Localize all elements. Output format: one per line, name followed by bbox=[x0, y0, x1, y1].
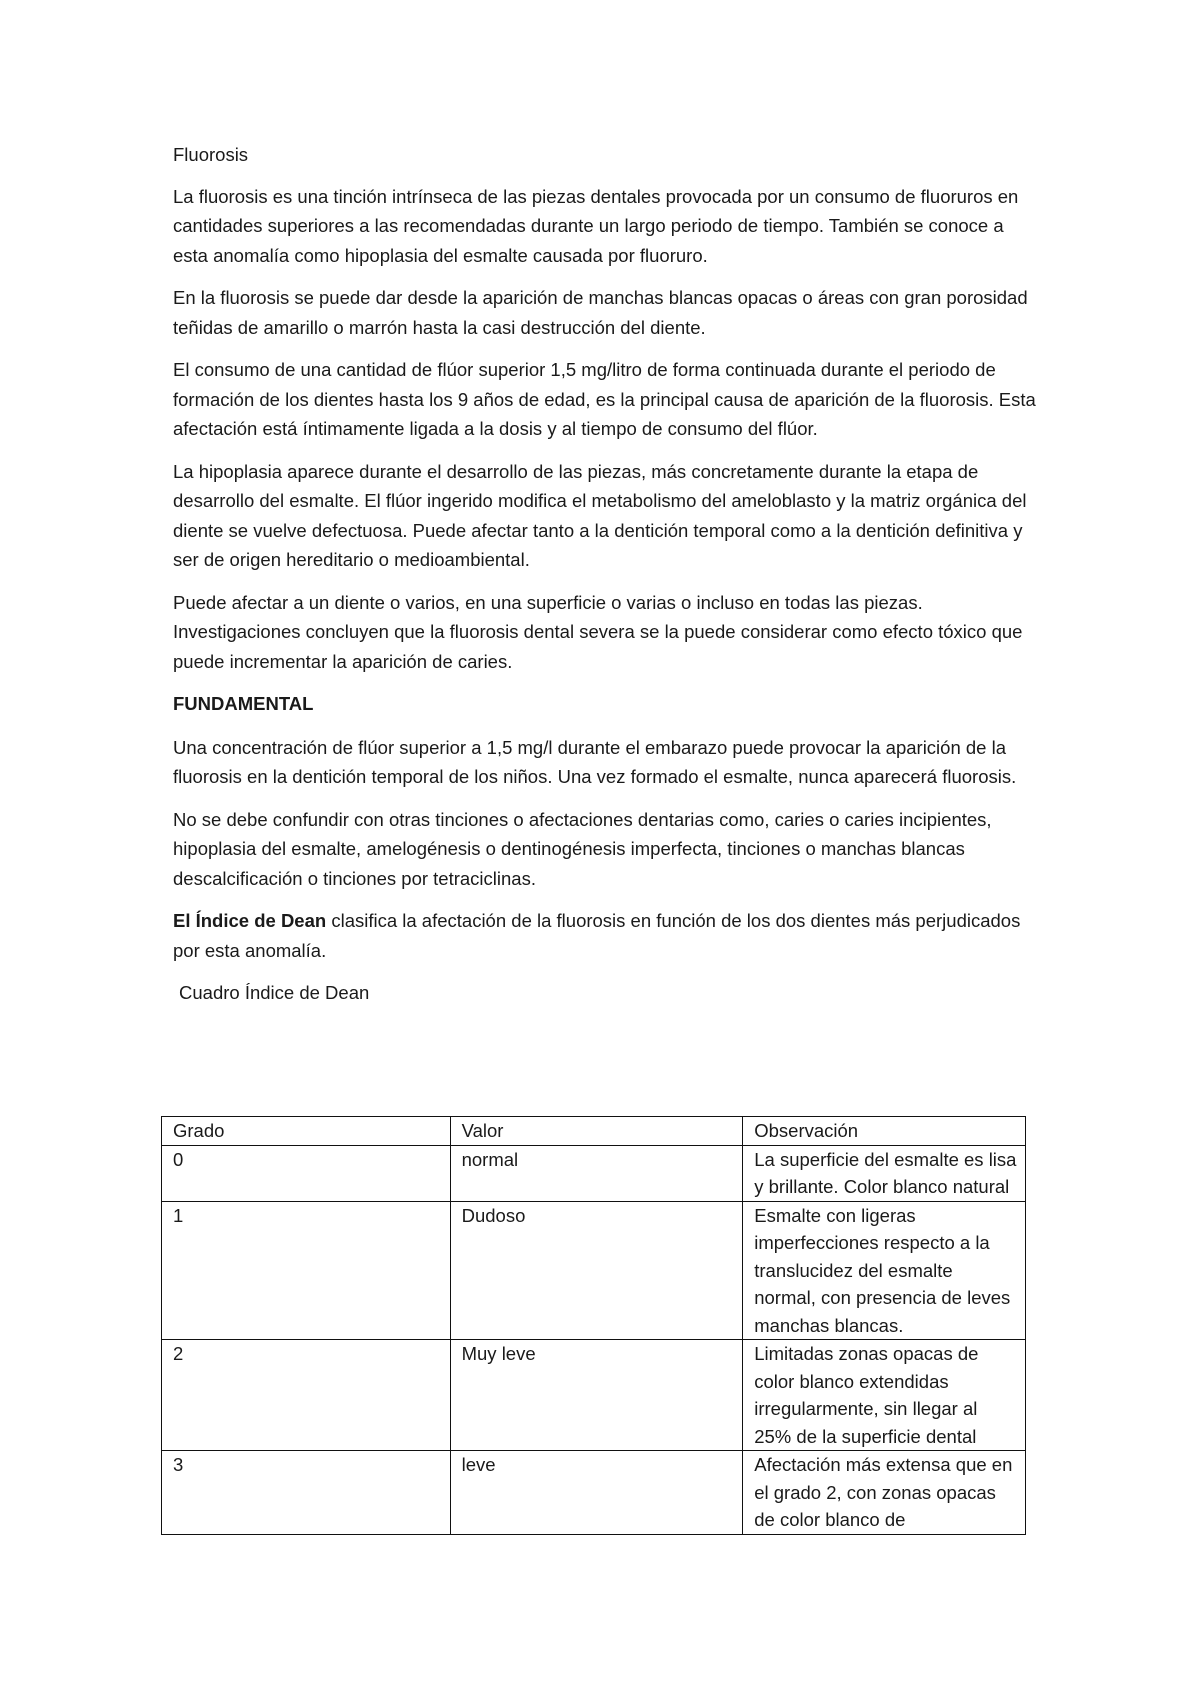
table-row bbox=[162, 1451, 1026, 1535]
document-body bbox=[173, 140, 1043, 1016]
paragraph-hypoplasia: La hipoplasia aparece durante el desarrollo de las piezas, más concretamente durante la etapa de desarrollo del esmalte. El flúor ingerido modifica el metabolismo del ameloblasto y la matriz orgánica del diente se vuelve defectuosa. Puede afectar tanto a la dentición temporal como a la dentición definitiva y ser de origen hereditario o medioambiental. bbox=[173, 460, 1027, 570]
table-header-row bbox=[162, 1117, 1026, 1146]
cell-grado: 3 bbox=[162, 1451, 451, 1535]
paragraph-cause: El consumo de una cantidad de flúor superior 1,5 mg/litro de forma continuada durante el periodo de formación de los dientes hasta los 9 años de edad, es la principal causa de aparición de la fluorosis. Esta afectación está íntimamente ligada a la dosis y al tiempo de consumo del flúor. bbox=[173, 359, 1036, 439]
table-row bbox=[162, 1201, 1026, 1340]
cell-observacion: Esmalte con ligeras imperfecciones respecto a la translucidez del esmalte normal, con presencia de leves manchas blancas. bbox=[743, 1201, 1026, 1340]
dean-index-bold: El Índice de Dean bbox=[173, 910, 327, 931]
header-grado: Grado bbox=[162, 1117, 451, 1146]
document-title: Fluorosis bbox=[173, 144, 249, 165]
paragraph-affected-teeth: Puede afectar a un diente o varios, en una superficie o varias o incluso en todas las piezas. Investigaciones concluyen que la fluorosis dental severa se la puede considerar como efecto tóxico que puede incrementar la aparición de caries. bbox=[173, 591, 1023, 672]
cell-observacion: Afectación más extensa que en el grado 2, con zonas opacas de color blanco de bbox=[743, 1451, 1026, 1535]
cell-grado: 0 bbox=[162, 1145, 451, 1201]
cell-valor: Dudoso bbox=[450, 1201, 743, 1340]
header-observacion: Observación bbox=[743, 1117, 1026, 1146]
cell-observacion: La superficie del esmalte es lisa y brillante. Color blanco natural bbox=[743, 1145, 1026, 1201]
paragraph-differential: No se debe confundir con otras tinciones o afectaciones dentarias como, caries o caries incipientes, hipoplasia del esmalte, amelogénesis o dentinogénesis imperfecta, tinciones o manchas blancas descalcificación o tinciones por tetraciclinas. bbox=[173, 808, 992, 889]
fundamental-heading: FUNDAMENTAL bbox=[173, 693, 314, 714]
cell-valor: normal bbox=[450, 1145, 743, 1201]
table-row bbox=[162, 1145, 1026, 1201]
paragraph-dean-index bbox=[173, 906, 1043, 965]
paragraph-manifestations: En la fluorosis se puede dar desde la aparición de manchas blancas opacas o áreas con gran porosidad teñidas de amarillo o marrón hasta la casi destrucción del diente. bbox=[173, 287, 1028, 338]
paragraph-pregnancy: Una concentración de flúor superior a 1,5 mg/l durante el embarazo puede provocar la aparición de la fluorosis en la dentición temporal de los niños. Una vez formado el esmalte, nunca aparecerá fluorosis. bbox=[173, 736, 1017, 787]
table-row bbox=[162, 1340, 1026, 1451]
cell-valor: leve bbox=[450, 1451, 743, 1535]
dean-index-text: clasifica la afectación de la fluorosis en función de los dos dientes más perjudicados por esta anomalía. bbox=[173, 910, 1021, 961]
cell-valor: Muy leve bbox=[450, 1340, 743, 1451]
paragraph-definition: La fluorosis es una tinción intrínseca de las piezas dentales provocada por un consumo de fluoruros en cantidades superiores a las recomendadas durante un largo periodo de tiempo. También se conoce a esta anomalía como hipoplasia del esmalte causada por fluoruro. bbox=[173, 185, 1019, 266]
cell-observacion: Limitadas zonas opacas de color blanco extendidas irregularmente, sin llegar al 25% de la superficie dental bbox=[743, 1340, 1026, 1451]
header-valor: Valor bbox=[450, 1117, 743, 1146]
table-caption: Cuadro Índice de Dean bbox=[179, 982, 370, 1003]
dean-index-table bbox=[161, 1116, 1026, 1535]
cell-grado: 1 bbox=[162, 1201, 451, 1340]
cell-grado: 2 bbox=[162, 1340, 451, 1451]
